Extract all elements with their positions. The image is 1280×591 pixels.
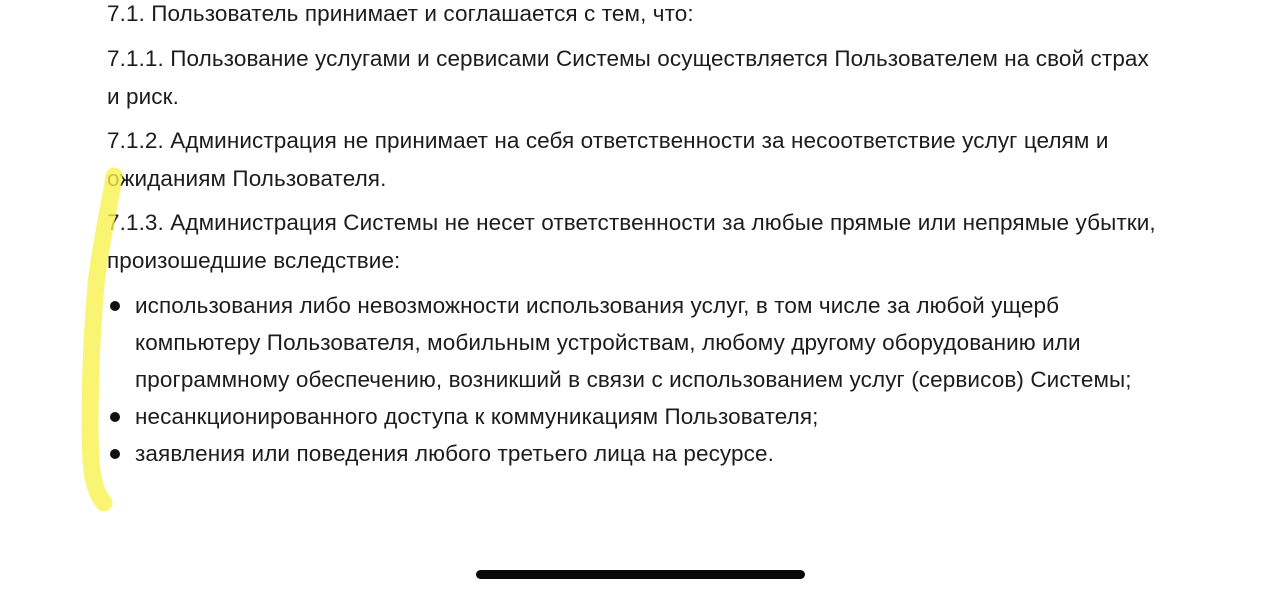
list-item [107,287,1167,398]
list-item-text: использования либо невозможности использования услуг, в том числе за любой ущерб компьютеру Пользователя, мобильным устройствам, любому другому оборудованию или программному обеспечению, возникший в связи с использованием услуг (сервисов) Системы; [135,293,1132,392]
bullet-list [107,287,1167,472]
bullet-dot-icon [110,449,120,459]
list-item [107,435,1167,472]
list-item [107,398,1167,435]
bullet-dot-icon [110,301,120,311]
list-item-text: заявления или поведения любого третьего лица на ресурсе. [135,441,774,466]
paragraph-7-1-1: 7.1.1. Пользование услугами и сервисами Системы осуществляется Пользователем на свой страх и риск. [107,46,1149,109]
bullet-dot-icon [110,412,120,422]
paragraph-7-1-2: 7.1.2. Администрация не принимает на себя ответственности за несоответствие услуг целям и ожиданиям Пользователя. [107,128,1109,191]
list-item-text: несанкционированного доступа к коммуникациям Пользователя; [135,404,819,429]
paragraph-7-1-3: 7.1.3. Администрация Системы не несет ответственности за любые прямые или непрямые убытки, произошедшие вследствие: [107,210,1156,273]
paragraph-7-1: 7.1. Пользователь принимает и соглашается с тем, что: [107,1,694,26]
home-indicator-bar[interactable] [476,570,805,579]
